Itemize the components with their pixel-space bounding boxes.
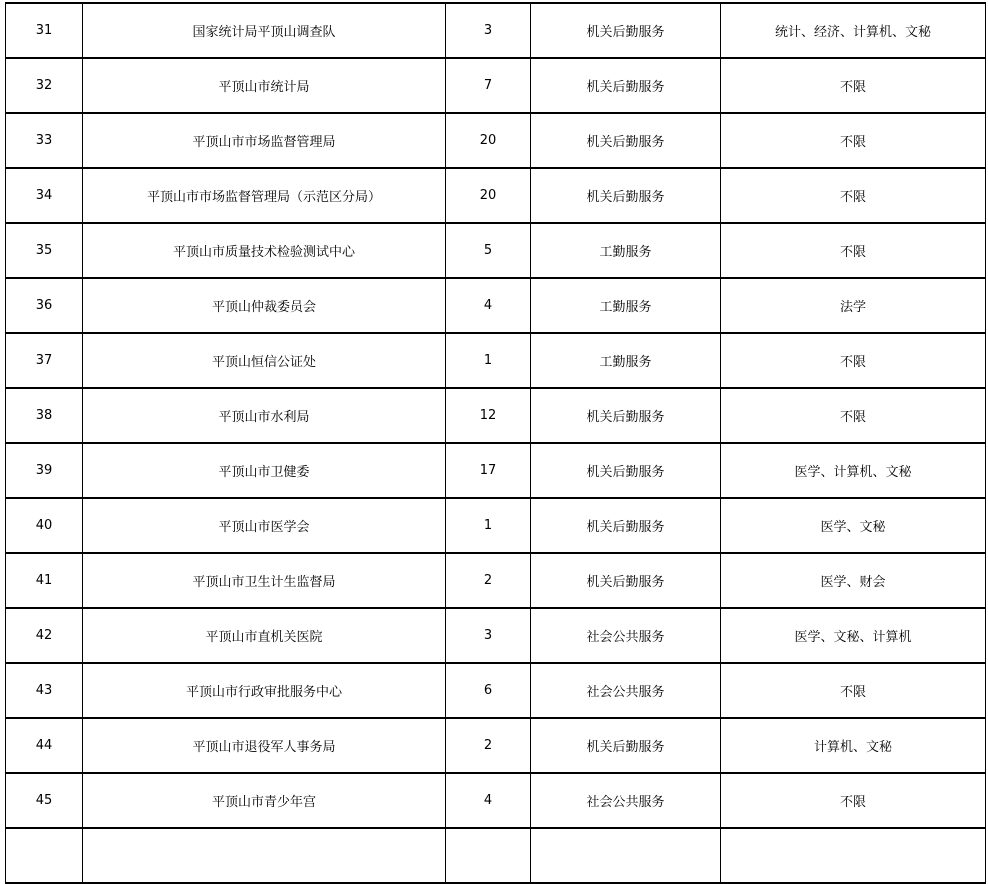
row-number-cell: 40 <box>6 498 83 553</box>
position-type-cell: 社会公共服务 <box>531 773 721 828</box>
table-row <box>6 113 986 168</box>
row-number-cell: 37 <box>6 333 83 388</box>
empty-cell <box>721 828 986 883</box>
unit-name-cell: 平顶山市质量技术检验测试中心 <box>83 223 446 278</box>
position-count-cell: 4 <box>446 773 531 828</box>
unit-name-cell: 平顶山市卫健委 <box>83 443 446 498</box>
row-number-cell: 39 <box>6 443 83 498</box>
position-type-cell: 工勤服务 <box>531 278 721 333</box>
table-row <box>6 773 986 828</box>
unit-name-cell: 平顶山市直机关医院 <box>83 608 446 663</box>
position-type-cell: 机关后勤服务 <box>531 718 721 773</box>
table-row <box>6 388 986 443</box>
position-count-cell: 20 <box>446 168 531 223</box>
row-number-cell: 32 <box>6 58 83 113</box>
position-count-cell: 20 <box>446 113 531 168</box>
major-requirement-cell: 医学、财会 <box>721 553 986 608</box>
row-number-cell: 41 <box>6 553 83 608</box>
major-requirement-cell: 不限 <box>721 773 986 828</box>
position-count-cell: 3 <box>446 3 531 58</box>
unit-name-cell: 平顶山市统计局 <box>83 58 446 113</box>
position-type-cell: 机关后勤服务 <box>531 168 721 223</box>
unit-name-cell: 平顶山市医学会 <box>83 498 446 553</box>
position-count-cell: 7 <box>446 58 531 113</box>
position-count-cell: 5 <box>446 223 531 278</box>
position-type-cell: 机关后勤服务 <box>531 58 721 113</box>
table-body <box>6 3 986 883</box>
major-requirement-cell: 统计、经济、计算机、文秘 <box>721 3 986 58</box>
unit-name-cell: 国家统计局平顶山调查队 <box>83 3 446 58</box>
position-count-cell: 12 <box>446 388 531 443</box>
unit-name-cell: 平顶山市退役军人事务局 <box>83 718 446 773</box>
major-requirement-cell: 医学、文秘 <box>721 498 986 553</box>
position-type-cell: 工勤服务 <box>531 223 721 278</box>
position-type-cell: 机关后勤服务 <box>531 388 721 443</box>
position-count-cell: 3 <box>446 608 531 663</box>
table-row <box>6 553 986 608</box>
position-count-cell: 4 <box>446 278 531 333</box>
table-row <box>6 3 986 58</box>
major-requirement-cell: 不限 <box>721 663 986 718</box>
table-row <box>6 718 986 773</box>
major-requirement-cell: 不限 <box>721 58 986 113</box>
position-type-cell: 机关后勤服务 <box>531 498 721 553</box>
row-number-cell: 34 <box>6 168 83 223</box>
position-count-cell: 1 <box>446 333 531 388</box>
position-count-cell: 6 <box>446 663 531 718</box>
position-type-cell: 机关后勤服务 <box>531 3 721 58</box>
table-row <box>6 608 986 663</box>
major-requirement-cell: 不限 <box>721 223 986 278</box>
unit-name-cell: 平顶山市青少年宫 <box>83 773 446 828</box>
major-requirement-cell: 不限 <box>721 113 986 168</box>
major-requirement-cell: 医学、计算机、文秘 <box>721 443 986 498</box>
unit-name-cell: 平顶山市市场监督管理局（示范区分局） <box>83 168 446 223</box>
table-row <box>6 663 986 718</box>
row-number-cell: 33 <box>6 113 83 168</box>
major-requirement-cell: 不限 <box>721 168 986 223</box>
positions-table <box>5 2 986 884</box>
empty-cell <box>6 828 83 883</box>
row-number-cell: 31 <box>6 3 83 58</box>
major-requirement-cell: 不限 <box>721 388 986 443</box>
major-requirement-cell: 不限 <box>721 333 986 388</box>
position-type-cell: 机关后勤服务 <box>531 553 721 608</box>
position-type-cell: 机关后勤服务 <box>531 113 721 168</box>
major-requirement-cell: 医学、文秘、计算机 <box>721 608 986 663</box>
position-count-cell: 1 <box>446 498 531 553</box>
row-number-cell: 45 <box>6 773 83 828</box>
row-number-cell: 36 <box>6 278 83 333</box>
row-number-cell: 43 <box>6 663 83 718</box>
table-row <box>6 333 986 388</box>
empty-cell <box>531 828 721 883</box>
row-number-cell: 42 <box>6 608 83 663</box>
position-type-cell: 社会公共服务 <box>531 663 721 718</box>
empty-cell <box>446 828 531 883</box>
position-type-cell: 社会公共服务 <box>531 608 721 663</box>
table-row <box>6 58 986 113</box>
position-type-cell: 机关后勤服务 <box>531 443 721 498</box>
table-row <box>6 168 986 223</box>
position-count-cell: 2 <box>446 718 531 773</box>
row-number-cell: 35 <box>6 223 83 278</box>
unit-name-cell: 平顶山市行政审批服务中心 <box>83 663 446 718</box>
empty-cell <box>83 828 446 883</box>
unit-name-cell: 平顶山恒信公证处 <box>83 333 446 388</box>
table-row <box>6 443 986 498</box>
unit-name-cell: 平顶山市水利局 <box>83 388 446 443</box>
unit-name-cell: 平顶山市市场监督管理局 <box>83 113 446 168</box>
major-requirement-cell: 法学 <box>721 278 986 333</box>
major-requirement-cell: 计算机、文秘 <box>721 718 986 773</box>
row-number-cell: 44 <box>6 718 83 773</box>
unit-name-cell: 平顶山市卫生计生监督局 <box>83 553 446 608</box>
row-number-cell: 38 <box>6 388 83 443</box>
unit-name-cell: 平顶山仲裁委员会 <box>83 278 446 333</box>
position-count-cell: 17 <box>446 443 531 498</box>
position-type-cell: 工勤服务 <box>531 333 721 388</box>
table-row-partial <box>6 828 986 883</box>
table-row <box>6 278 986 333</box>
table-row <box>6 223 986 278</box>
position-count-cell: 2 <box>446 553 531 608</box>
table-row <box>6 498 986 553</box>
